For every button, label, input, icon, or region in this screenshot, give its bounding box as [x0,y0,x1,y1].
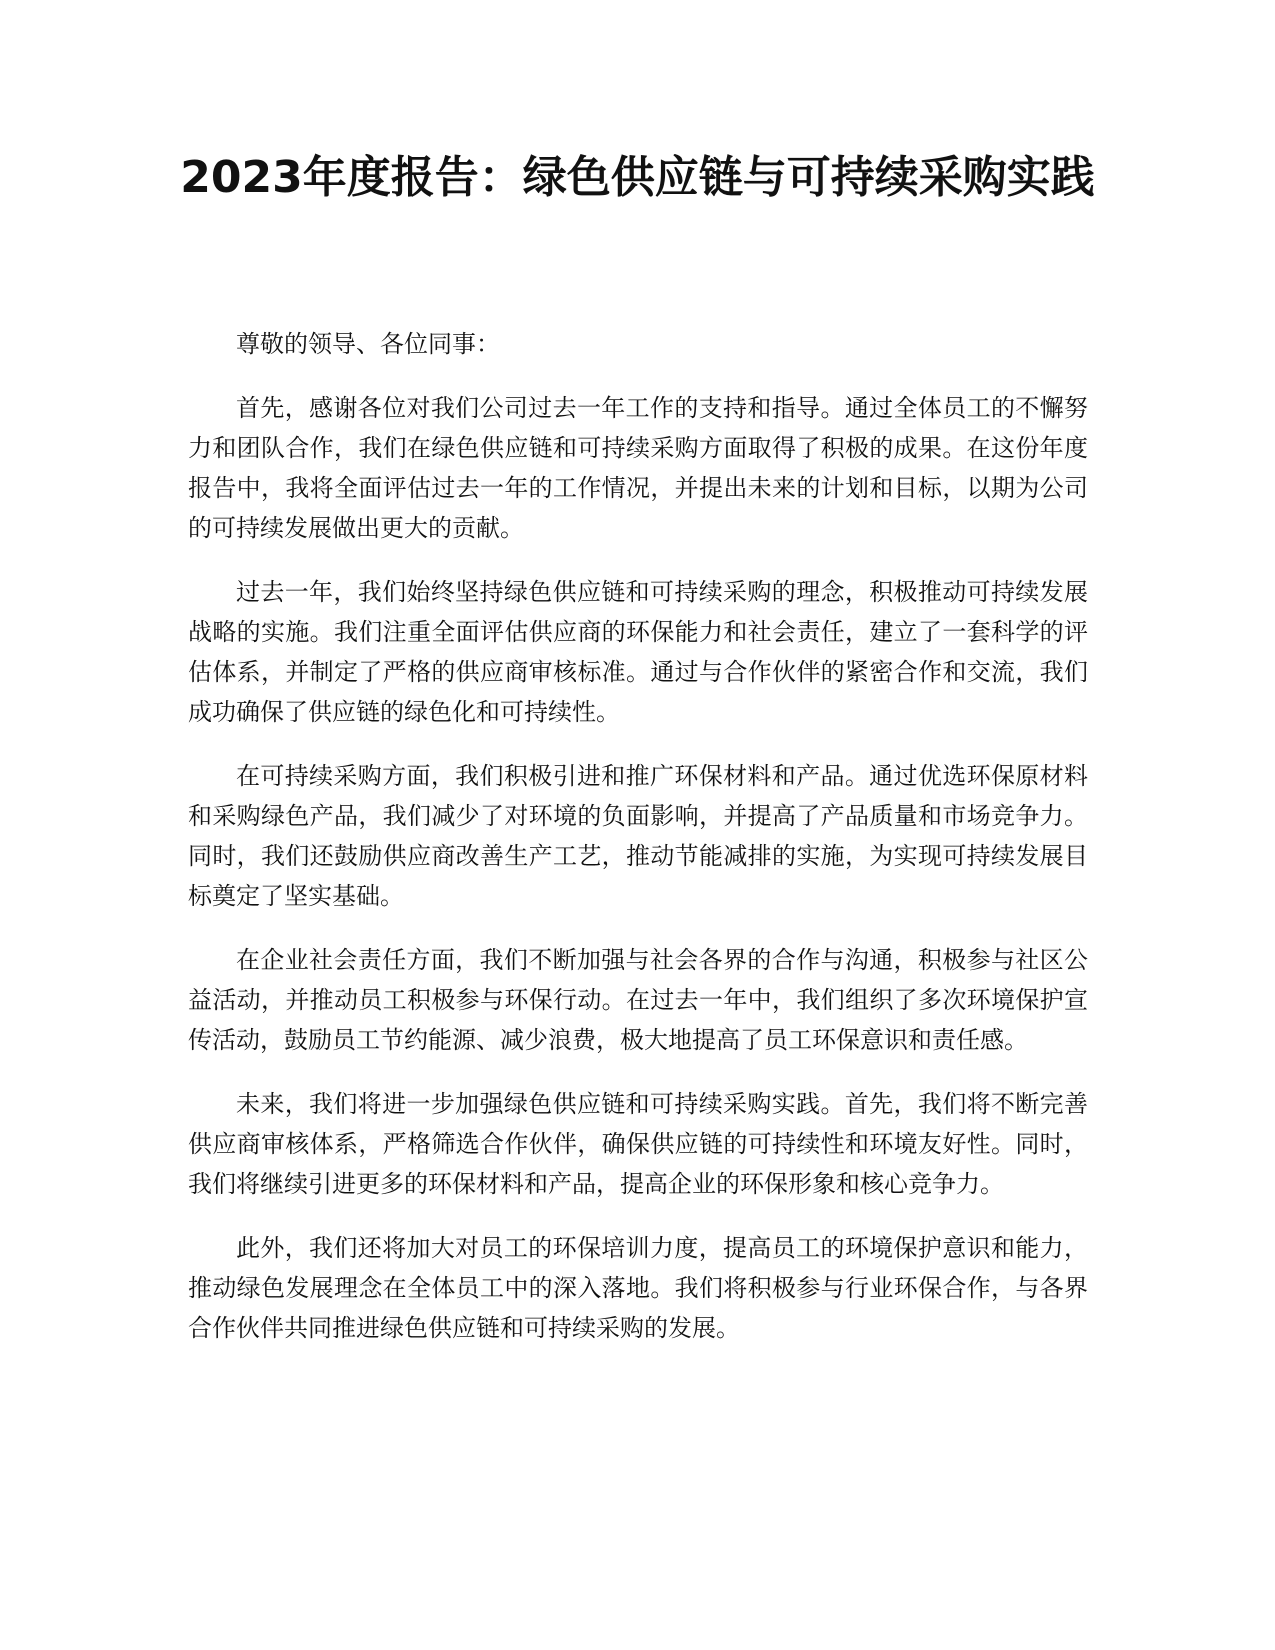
document-title: 2023年度报告：绿色供应链与可持续采购实践 [180,152,1095,203]
body-paragraph: 在可持续采购方面，我们积极引进和推广环保材料和产品。通过优选环保原材料和采购绿色产品，我们减少了对环境的负面影响，并提高了产品质量和市场竞争力。同时，我们还鼓励供应商改善生产工艺，推动节能减排的实施，为实现可持续发展目标奠定了坚实基础。 [188,762,1088,910]
document-body [188,324,1088,1372]
body-paragraph: 首先，感谢各位对我们公司过去一年工作的支持和指导。通过全体员工的不懈努力和团队合作，我们在绿色供应链和可持续采购方面取得了积极的成果。在这份年度报告中，我将全面评估过去一年的工作情况，并提出未来的计划和目标，以期为公司的可持续发展做出更大的贡献。 [188,394,1088,542]
body-paragraph: 此外，我们还将加大对员工的环保培训力度，提高员工的环境保护意识和能力，推动绿色发展理念在全体员工中的深入落地。我们将积极参与行业环保合作，与各界合作伙伴共同推进绿色供应链和可持续采购的发展。 [188,1234,1088,1342]
body-paragraph: 在企业社会责任方面，我们不断加强与社会各界的合作与沟通，积极参与社区公益活动，并推动员工积极参与环保行动。在过去一年中，我们组织了多次环境保护宣传活动，鼓励员工节约能源、减少浪费，极大地提高了员工环保意识和责任感。 [188,946,1088,1054]
salutation-paragraph: 尊敬的领导、各位同事： [236,330,500,358]
body-paragraph: 过去一年，我们始终坚持绿色供应链和可持续采购的理念，积极推动可持续发展战略的实施。我们注重全面评估供应商的环保能力和社会责任，建立了一套科学的评估体系，并制定了严格的供应商审核标准。通过与合作伙伴的紧密合作和交流，我们成功确保了供应链的绿色化和可持续性。 [188,578,1088,726]
body-paragraph: 未来，我们将进一步加强绿色供应链和可持续采购实践。首先，我们将不断完善供应商审核体系，严格筛选合作伙伴，确保供应链的可持续性和环境友好性。同时，我们将继续引进更多的环保材料和产品，提高企业的环保形象和核心竞争力。 [188,1090,1088,1198]
